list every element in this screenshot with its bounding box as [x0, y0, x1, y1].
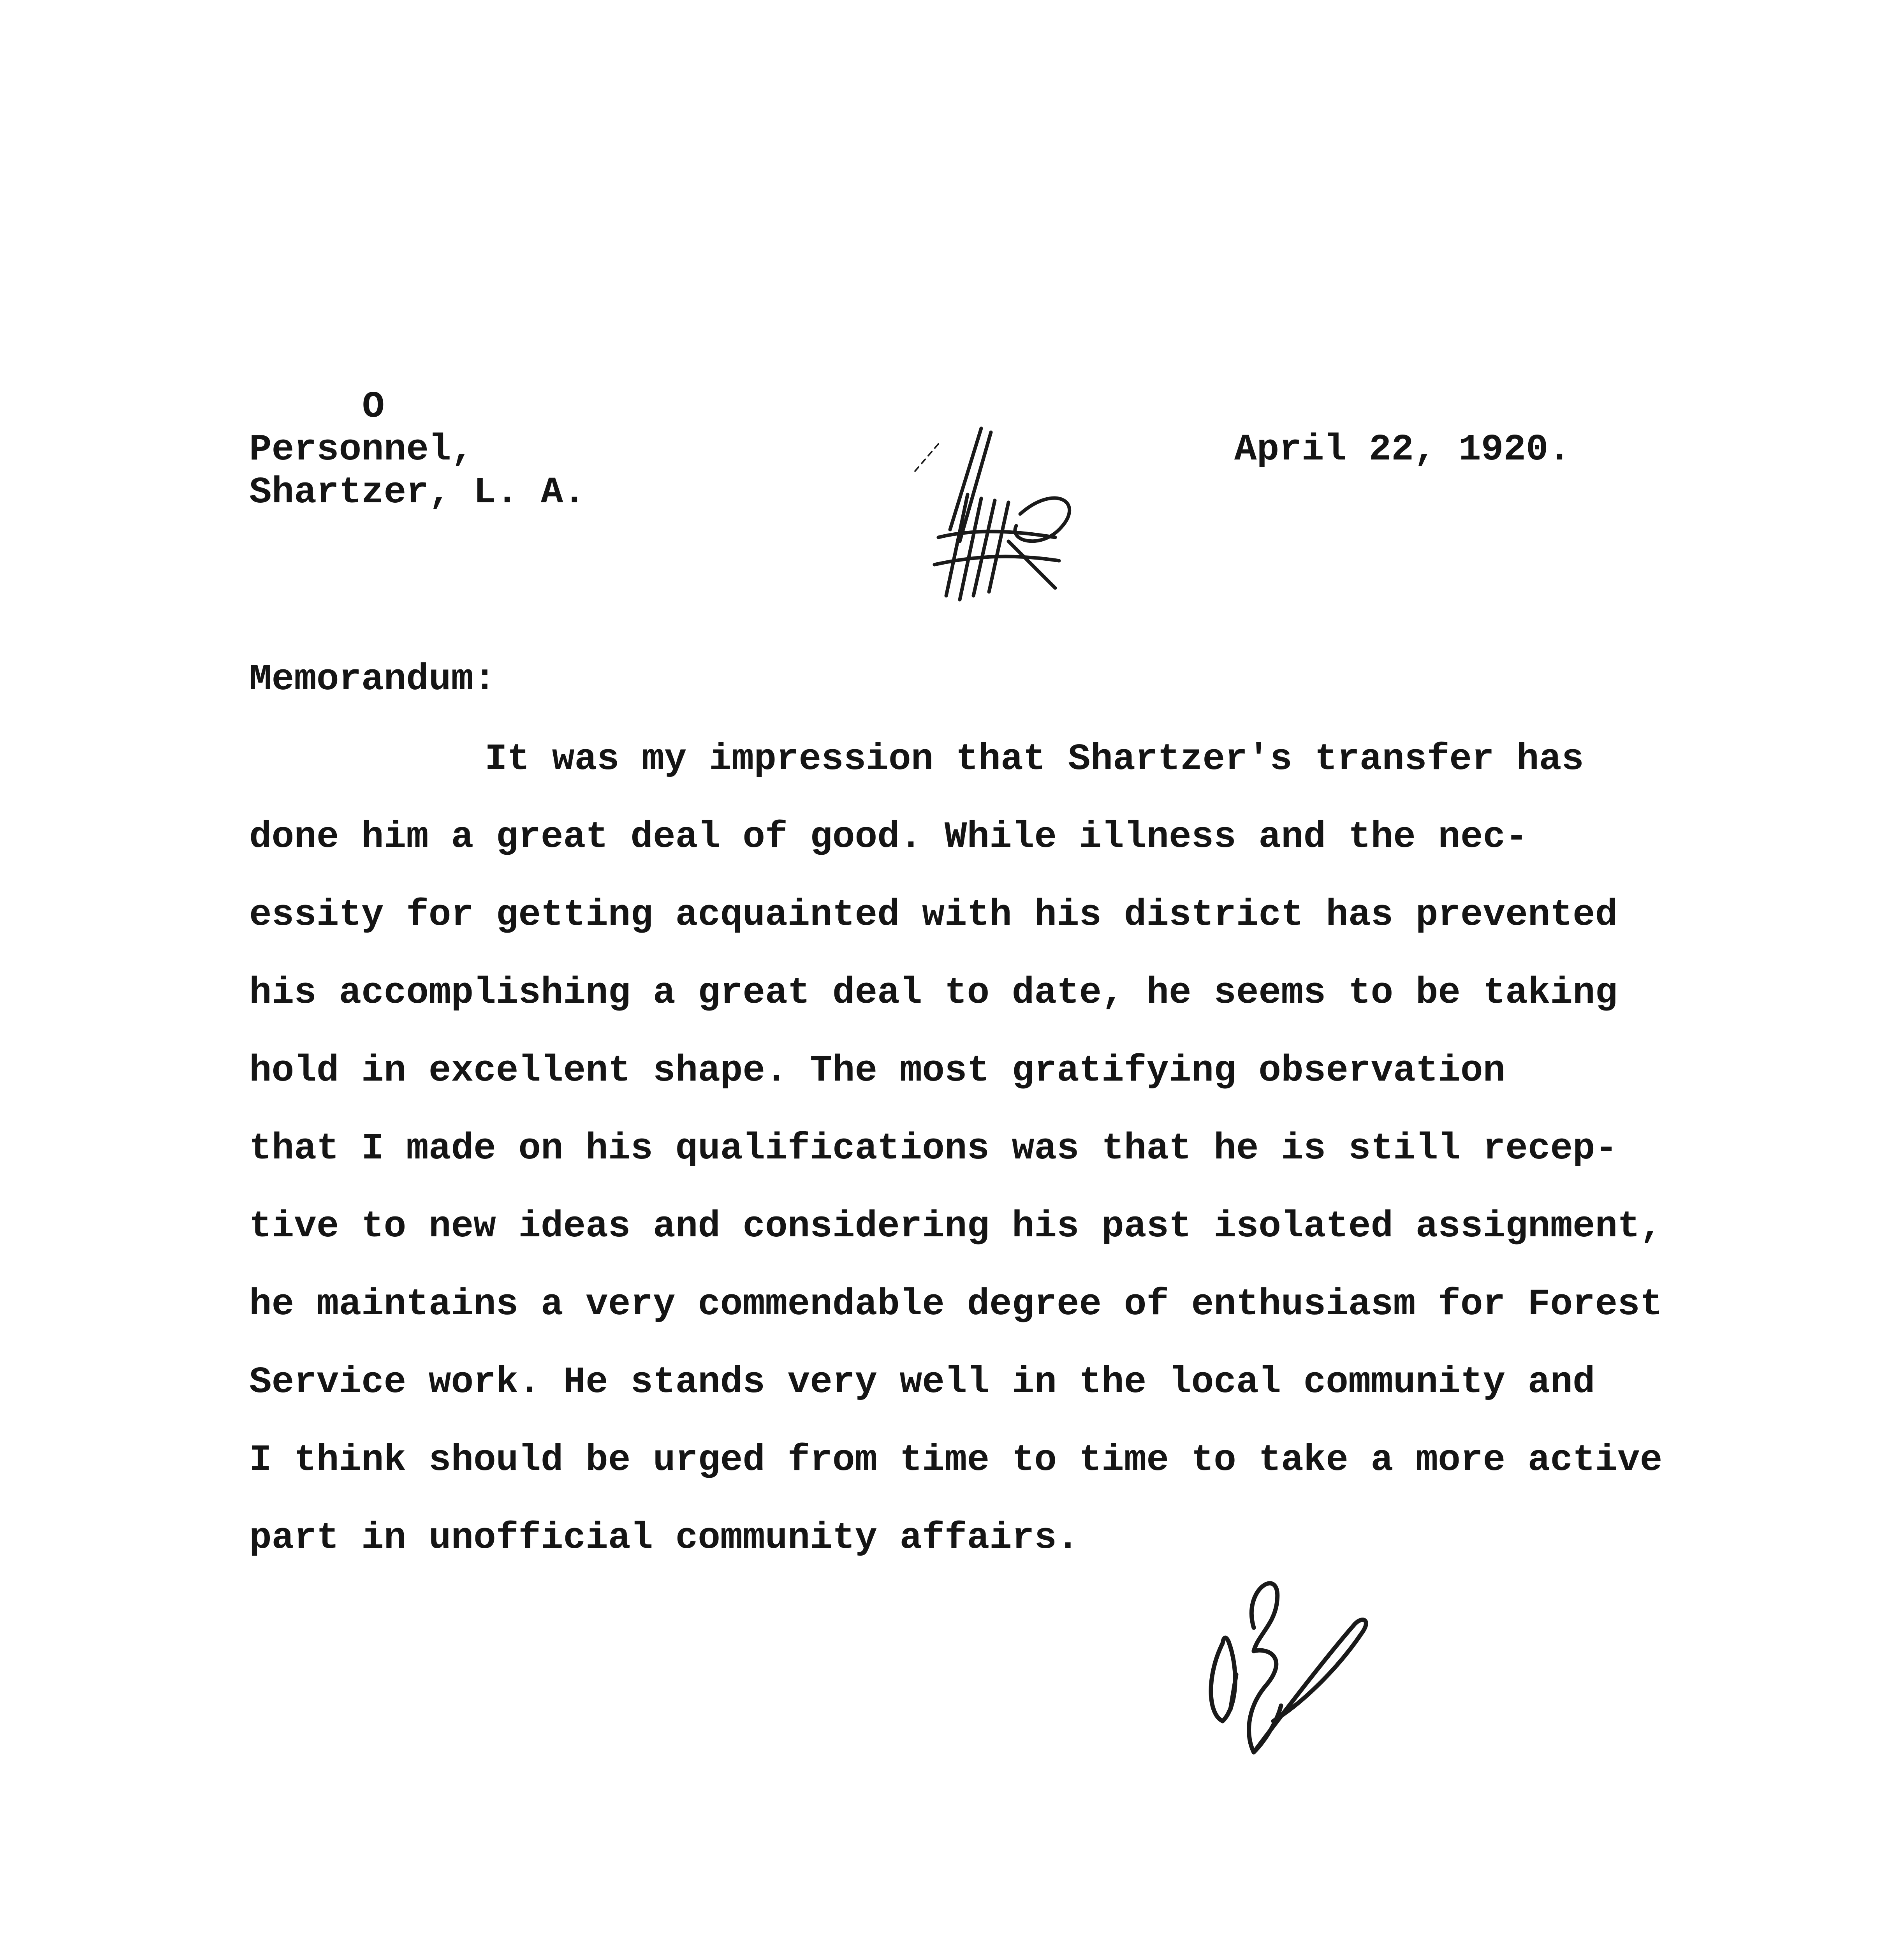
handwritten-signature-initials — [1199, 1558, 1386, 1776]
body-line: done him a great deal of good. While illness and the nec- — [249, 816, 1528, 858]
subject-line-name: Shartzer, L. A. — [249, 471, 586, 514]
memo-heading: Memorandum: — [249, 658, 496, 701]
body-line: hold in excellent shape. The most gratifying observation — [249, 1049, 1506, 1092]
body-line: he maintains a very commendable degree of enthusiasm for Forest — [249, 1283, 1663, 1326]
file-mark: O — [362, 386, 385, 428]
memo-date: April 22, 1920. — [1234, 428, 1571, 471]
body-line: It was my impression that Shartzer's transfer has — [485, 738, 1584, 780]
body-line: tive to new ideas and considering his past isolated assignment, — [249, 1205, 1663, 1248]
subject-line-personnel: Personnel, — [249, 428, 474, 471]
body-line: Service work. He stands very well in the local community and — [249, 1361, 1595, 1403]
body-line: his accomplishing a great deal to date, he seems to be taking — [249, 972, 1618, 1014]
body-line: I think should be urged from time to time to take a more active — [249, 1439, 1663, 1481]
body-line: essity for getting acquainted with his district has prevented — [249, 894, 1618, 936]
body-line: part in unofficial community affairs. — [249, 1517, 1079, 1559]
body-line: that I made on his qualifications was that he is still recep- — [249, 1127, 1618, 1170]
handwritten-initials-top — [892, 413, 1094, 615]
